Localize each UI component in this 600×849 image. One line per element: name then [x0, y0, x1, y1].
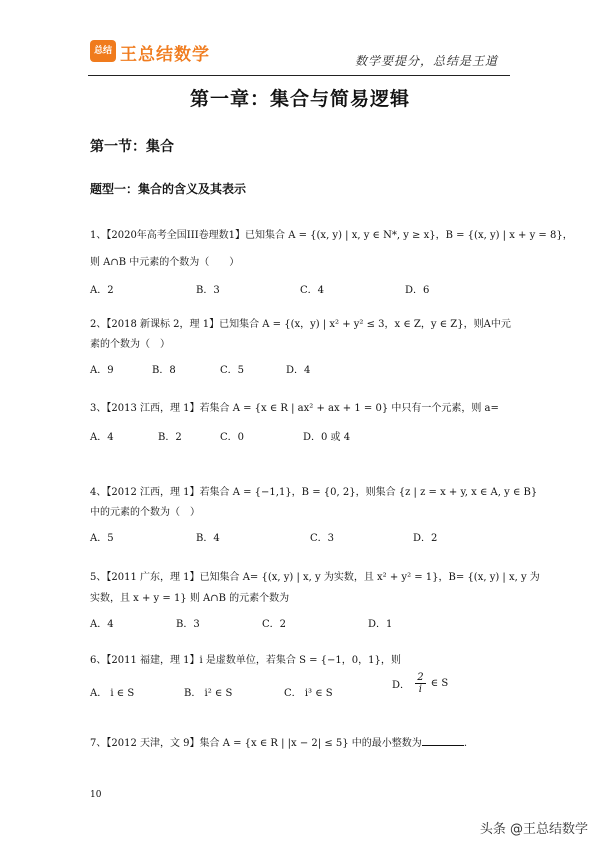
- question-1-line-2: 则 A∩B 中元素的个数为（ ）: [90, 257, 240, 268]
- question-1-option-c: C．4: [300, 285, 325, 296]
- question-6-line-1: 6、【2011 福建，理 1】i 是虚数单位，若集合 S = {−1，0，1}，则: [90, 655, 401, 666]
- question-7-tail: .: [463, 738, 467, 749]
- logo-icon: 总结: [90, 40, 116, 62]
- question-3-option-c: C．0: [220, 432, 245, 443]
- question-5-option-b: B．3: [176, 619, 200, 630]
- question-4-option-c: C．3: [310, 533, 335, 544]
- question-4-option-b: B．4: [196, 533, 220, 544]
- question-1-option-d: D．6: [405, 285, 430, 296]
- question-4-line-1: 4、【2012 江西，理 1】若集合 A = {−1,1}，B = {0, 2}，则集合 {z | z = x + y, x ∈ A, y ∈ B}: [90, 487, 538, 498]
- question-2-line-1: 2、【2018 新课标 2，理 1】已知集合 A = {(x，y) | x² + y² ≤ 3，x ∈ Z，y ∈ Z}，则A中元: [90, 319, 511, 330]
- question-2-option-d: D．4: [286, 365, 311, 376]
- question-7-text: 7、【2012 天津，文 9】集合 A = {x ∈ R | |x − 2| ≤ 5} 中的最小整数为: [90, 738, 422, 749]
- question-type-title: 题型一：集合的含义及其表示: [90, 182, 247, 196]
- question-6-option-d-label: D．: [392, 680, 411, 691]
- question-2-line-2: 素的个数为（ ）: [90, 339, 170, 350]
- answer-blank: [422, 736, 464, 746]
- question-3-option-b: B．2: [158, 432, 182, 443]
- question-5-option-d: D．1: [368, 619, 393, 630]
- question-3-option-d: D．0 或 4: [303, 432, 351, 443]
- question-3-line-1: 3、【2013 江西，理 1】若集合 A = {x ∈ R | ax² + ax + 1 = 0} 中只有一个元素，则 a=: [90, 403, 499, 414]
- question-5-line-1: 5、【2011 广东，理 1】已知集合 A= {(x, y) | x, y 为实数，且 x² + y² = 1}，B= {(x, y) | x, y 为: [90, 572, 540, 583]
- question-4-option-a: A．5: [90, 533, 114, 544]
- logo-text: 王总结数学: [120, 45, 210, 65]
- question-7-line-1: [90, 736, 467, 751]
- question-6-option-d-tail: ∈ S: [430, 678, 449, 689]
- fraction: [415, 672, 425, 695]
- section-title: 第一节：集合: [90, 139, 174, 155]
- question-6-option-d: [392, 672, 448, 695]
- question-2-option-b: B．8: [152, 365, 176, 376]
- header-slogan: 数学要提分，总结是王道: [354, 54, 498, 68]
- page-header: [88, 36, 510, 76]
- watermark: 头条 @王总结数学: [479, 822, 588, 837]
- question-4-line-2: 中的元素的个数为（ ）: [90, 507, 200, 518]
- question-2-option-c: C．5: [220, 365, 245, 376]
- page-number: 10: [90, 790, 102, 800]
- question-1-option-b: B．3: [196, 285, 220, 296]
- question-3-option-a: A．4: [90, 432, 114, 443]
- question-1-line-1: 1、【2020年高考全国III卷理数1】已知集合 A = {(x, y) | x, y ∈ N*, y ≥ x}，B = {(x, y) | x + y = 8}，: [90, 230, 573, 241]
- fraction-numerator: 2: [417, 672, 424, 683]
- chapter-title: 第一章：集合与简易逻辑: [189, 88, 410, 110]
- fraction-denominator: i: [418, 684, 422, 695]
- question-6-option-b: B． i² ∈ S: [184, 688, 233, 699]
- question-4-option-d: D．2: [413, 533, 438, 544]
- question-6-option-a: A． i ∈ S: [90, 688, 135, 699]
- question-5-option-a: A．4: [90, 619, 114, 630]
- question-5-line-2: 实数，且 x + y = 1} 则 A∩B 的元素个数为: [90, 593, 290, 604]
- question-1-option-a: A．2: [90, 285, 114, 296]
- question-2-option-a: A．9: [90, 365, 114, 376]
- question-6-option-c: C． i³ ∈ S: [284, 688, 333, 699]
- question-5-option-c: C．2: [262, 619, 287, 630]
